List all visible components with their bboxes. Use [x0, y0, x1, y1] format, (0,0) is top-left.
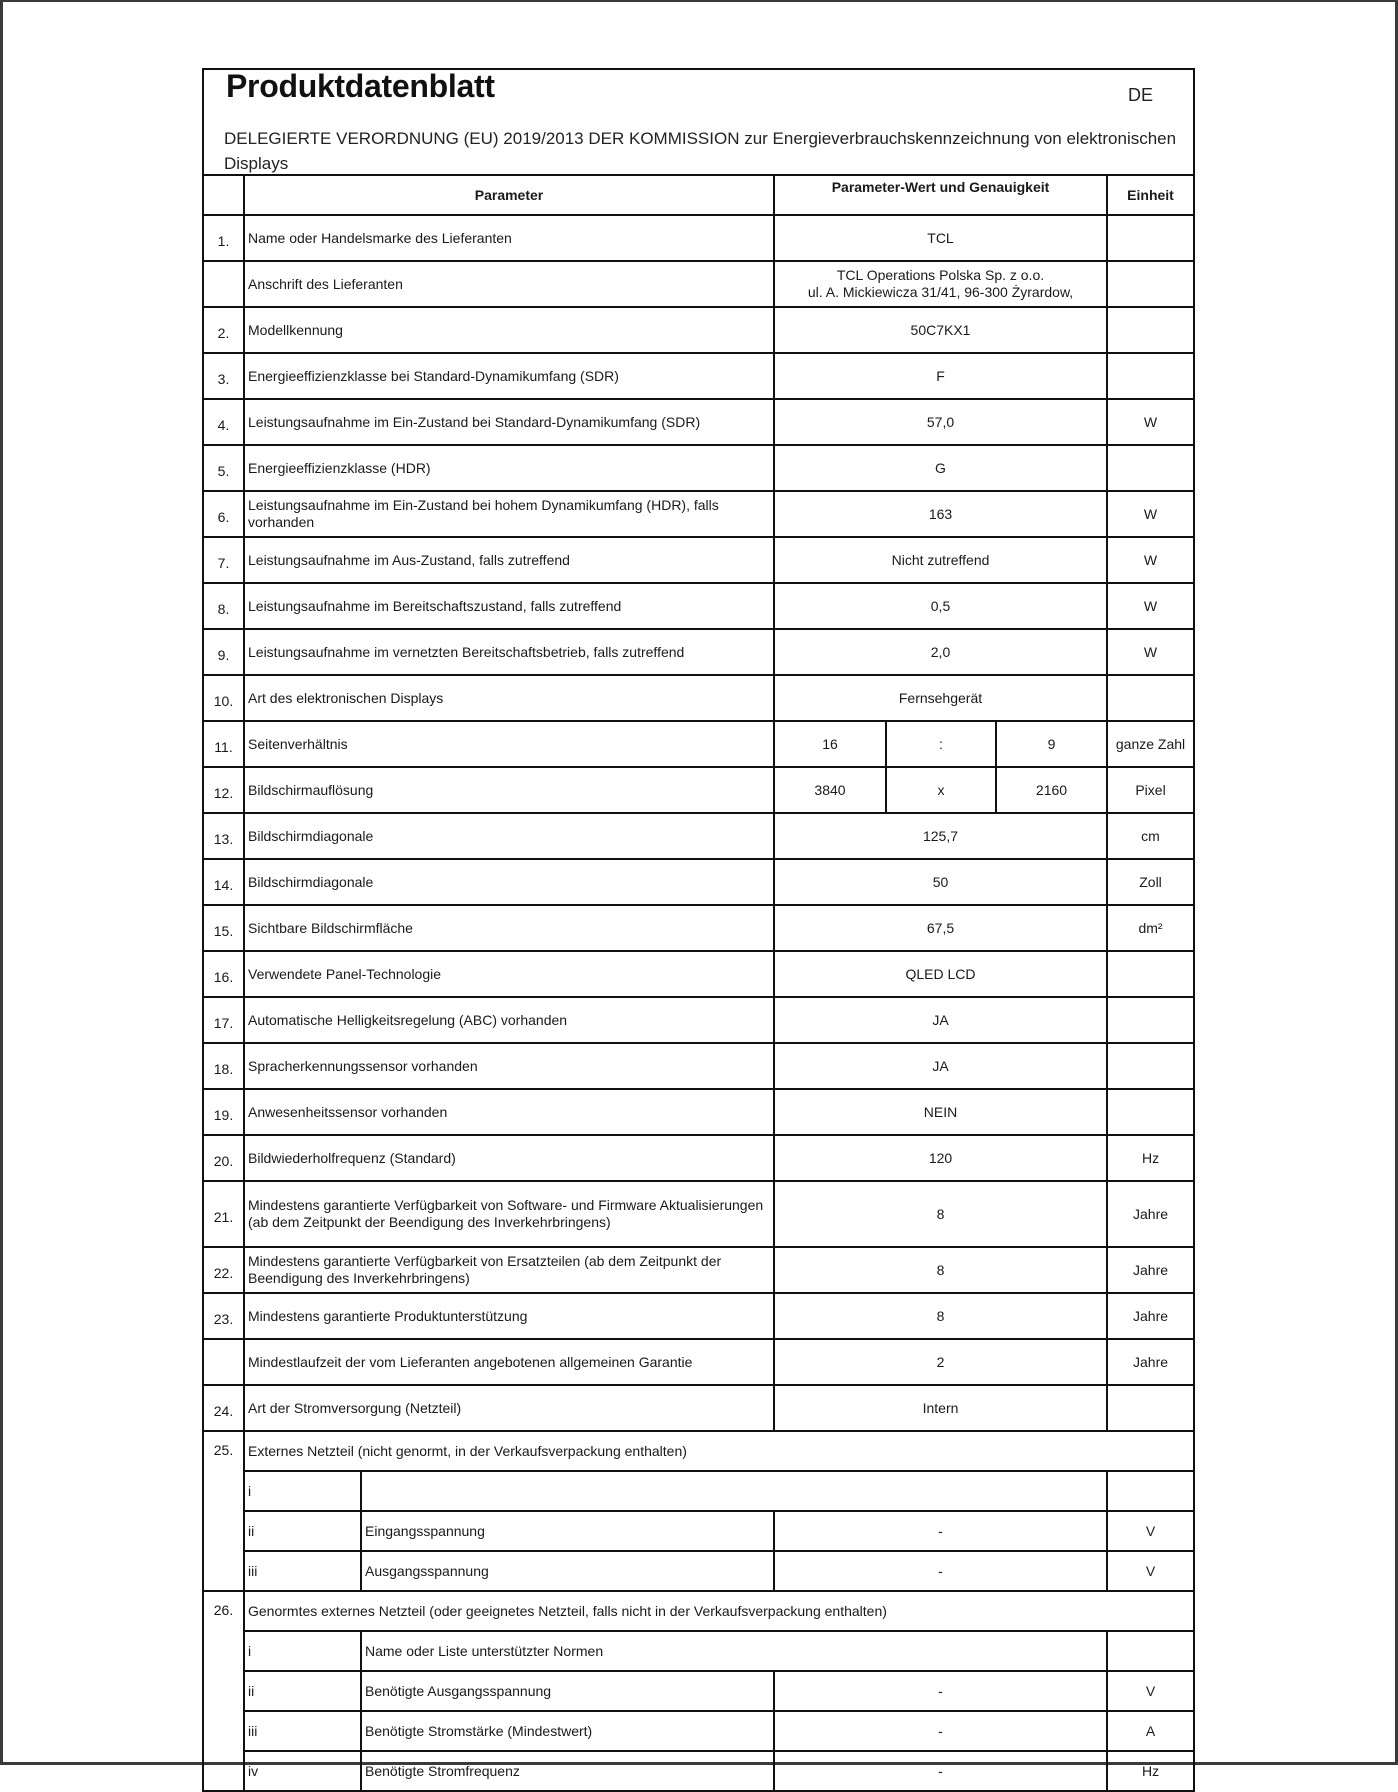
sub-row-label: Ausgangsspannung	[361, 1551, 774, 1591]
row-number: 8.	[203, 583, 244, 629]
row-number: 9.	[203, 629, 244, 675]
sub-row-value: -	[774, 1511, 1107, 1551]
document-title: Produktdatenblatt	[226, 69, 495, 104]
row-parameter: Bildwiederholfrequenz (Standard)	[244, 1135, 774, 1181]
table-row	[203, 951, 1194, 997]
address-line-2: ul. A. Mickiewicza 31/41, 96-300 Żyrardow,	[807, 284, 1074, 300]
row-number: 16.	[203, 951, 244, 997]
sub-row-value: -	[774, 1671, 1107, 1711]
sub-row-unit: Hz	[1107, 1751, 1194, 1791]
row-unit	[1107, 307, 1194, 353]
sub-row-label: Name oder Liste unterstützter Normen	[361, 1631, 1107, 1671]
row-number: 2.	[203, 307, 244, 353]
row-parameter: Name oder Handelsmarke des Lieferanten	[244, 215, 774, 261]
row-parameter: Leistungsaufnahme im Ein-Zustand bei hohem Dynamikumfang (HDR), falls vorhanden	[244, 491, 774, 537]
row-unit: dm²	[1107, 905, 1194, 951]
row-value: JA	[774, 1043, 1107, 1089]
header-parameter: Parameter	[244, 175, 774, 215]
table-row	[203, 1043, 1194, 1089]
row-parameter: Bildschirmauflösung	[244, 767, 774, 813]
row-value-b: 9	[996, 721, 1107, 767]
sub-row-unit: V	[1107, 1511, 1194, 1551]
data-sheet-table	[202, 68, 1195, 1792]
section-title: Genormtes externes Netzteil (oder geeignetes Netzteil, falls nicht in der Verkaufsverpackung enthalten)	[244, 1591, 1194, 1631]
section26-header-row	[203, 1591, 1194, 1631]
row-unit	[1107, 675, 1194, 721]
table-row	[203, 261, 1194, 307]
row-value: 8	[774, 1181, 1107, 1247]
document-header	[203, 69, 1194, 175]
row-value: F	[774, 353, 1107, 399]
sub-row	[203, 1511, 1194, 1551]
table-row	[203, 537, 1194, 583]
row-unit: W	[1107, 399, 1194, 445]
row-number: 13.	[203, 813, 244, 859]
row-unit: Pixel	[1107, 767, 1194, 813]
table-row	[203, 905, 1194, 951]
sub-row-index: ii	[244, 1671, 361, 1711]
row-parameter: Leistungsaufnahme im Bereitschaftszustand, falls zutreffend	[244, 583, 774, 629]
sub-row	[203, 1671, 1194, 1711]
row-unit: W	[1107, 629, 1194, 675]
table-row	[203, 307, 1194, 353]
table-row	[203, 1135, 1194, 1181]
row-parameter: Leistungsaufnahme im Ein-Zustand bei Standard-Dynamikumfang (SDR)	[244, 399, 774, 445]
row-value: TCL	[774, 215, 1107, 261]
row-unit	[1107, 445, 1194, 491]
row-unit	[1107, 951, 1194, 997]
row-value: 57,0	[774, 399, 1107, 445]
row-unit: Jahre	[1107, 1293, 1194, 1339]
row-parameter: Art des elektronischen Displays	[244, 675, 774, 721]
sub-row-index: i	[244, 1471, 361, 1511]
sub-row-index: iv	[244, 1751, 361, 1791]
row-unit: ganze Zahl	[1107, 721, 1194, 767]
table-row	[203, 1247, 1194, 1293]
row-unit	[1107, 1385, 1194, 1431]
row-value: 8	[774, 1247, 1107, 1293]
row-parameter: Seitenverhältnis	[244, 721, 774, 767]
row-number: 22.	[203, 1247, 244, 1293]
sub-row-label	[361, 1471, 1107, 1511]
row-number: 6.	[203, 491, 244, 537]
sub-row	[203, 1711, 1194, 1751]
row-parameter: Verwendete Panel-Technologie	[244, 951, 774, 997]
row-value: 8	[774, 1293, 1107, 1339]
row-value: 2,0	[774, 629, 1107, 675]
row-unit	[1107, 1089, 1194, 1135]
row-value-separator: :	[886, 721, 996, 767]
row-parameter: Anwesenheitssensor vorhanden	[244, 1089, 774, 1135]
sub-row	[203, 1551, 1194, 1591]
row-value-a: 3840	[774, 767, 886, 813]
sub-row-index: ii	[244, 1511, 361, 1551]
sub-row-label: Benötigte Stromfrequenz	[361, 1751, 774, 1791]
row-unit: W	[1107, 583, 1194, 629]
row-value: 0,5	[774, 583, 1107, 629]
row-value: 163	[774, 491, 1107, 537]
row-number: 10.	[203, 675, 244, 721]
header-num-cell	[203, 175, 244, 215]
row-value: 125,7	[774, 813, 1107, 859]
row-parameter: Energieeffizienzklasse (HDR)	[244, 445, 774, 491]
table-row	[203, 1339, 1194, 1385]
row-number: 12.	[203, 767, 244, 813]
row-unit	[1107, 353, 1194, 399]
table-row	[203, 997, 1194, 1043]
row-parameter: Leistungsaufnahme im Aus-Zustand, falls zutreffend	[244, 537, 774, 583]
row-number: 21.	[203, 1181, 244, 1247]
sub-row-unit: V	[1107, 1551, 1194, 1591]
row-parameter: Spracherkennungssensor vorhanden	[244, 1043, 774, 1089]
row-parameter: Sichtbare Bildschirmfläche	[244, 905, 774, 951]
sub-row-label: Benötigte Ausgangsspannung	[361, 1671, 774, 1711]
row-number: 18.	[203, 1043, 244, 1089]
row-value: JA	[774, 997, 1107, 1043]
row-number: 24.	[203, 1385, 244, 1431]
row-parameter: Art der Stromversorgung (Netzteil)	[244, 1385, 774, 1431]
product-data-sheet	[202, 68, 1193, 1792]
sub-row-unit	[1107, 1471, 1194, 1511]
row-parameter: Modellkennung	[244, 307, 774, 353]
row-number: 11.	[203, 721, 244, 767]
row-unit	[1107, 997, 1194, 1043]
row-number: 1.	[203, 215, 244, 261]
sub-row-index: iii	[244, 1711, 361, 1751]
table-row	[203, 445, 1194, 491]
row-number: 20.	[203, 1135, 244, 1181]
address-line-1: TCL Operations Polska Sp. z o.o.	[836, 267, 1045, 283]
sub-row	[203, 1631, 1194, 1671]
row-number: 17.	[203, 997, 244, 1043]
sub-row	[203, 1471, 1194, 1511]
table-row	[203, 859, 1194, 905]
row-number: 5.	[203, 445, 244, 491]
sub-row-value: -	[774, 1711, 1107, 1751]
row-number: 4.	[203, 399, 244, 445]
row-parameter: Mindestens garantierte Verfügbarkeit von Software- und Firmware Aktualisierungen (ab dem Zeitpunkt der Beendigung des Inverkehrbringens)	[244, 1181, 774, 1247]
section-title: Externes Netzteil (nicht genormt, in der Verkaufsverpackung enthalten)	[244, 1431, 1194, 1471]
section25-header-row	[203, 1431, 1194, 1471]
sub-row-value: -	[774, 1751, 1107, 1791]
table-row	[203, 767, 1194, 813]
row-unit: Jahre	[1107, 1181, 1194, 1247]
table-row	[203, 813, 1194, 859]
row-unit	[1107, 261, 1194, 307]
row-value: G	[774, 445, 1107, 491]
sub-row-unit: V	[1107, 1671, 1194, 1711]
row-number: 19.	[203, 1089, 244, 1135]
row-parameter: Leistungsaufnahme im vernetzten Bereitschaftsbetrieb, falls zutreffend	[244, 629, 774, 675]
table-row	[203, 1385, 1194, 1431]
sub-row-label: Benötigte Stromstärke (Mindestwert)	[361, 1711, 774, 1751]
row-value-separator: x	[886, 767, 996, 813]
table-row	[203, 491, 1194, 537]
header-value: Parameter-Wert und Genauigkeit	[774, 175, 1107, 215]
row-unit	[1107, 1043, 1194, 1089]
table-row	[203, 675, 1194, 721]
row-value: Nicht zutreffend	[774, 537, 1107, 583]
row-unit: W	[1107, 537, 1194, 583]
table-row	[203, 399, 1194, 445]
row-unit: cm	[1107, 813, 1194, 859]
row-unit: Zoll	[1107, 859, 1194, 905]
row-value: 50C7KX1	[774, 307, 1107, 353]
row-parameter: Mindestens garantierte Produktunterstützung	[244, 1293, 774, 1339]
row-value-b: 2160	[996, 767, 1107, 813]
row-number	[203, 261, 244, 307]
row-value: QLED LCD	[774, 951, 1107, 997]
row-parameter: Energieeffizienzklasse bei Standard-Dynamikumfang (SDR)	[244, 353, 774, 399]
row-number: 15.	[203, 905, 244, 951]
row-unit: Jahre	[1107, 1339, 1194, 1385]
row-value: Fernsehgerät	[774, 675, 1107, 721]
language-code: DE	[1128, 85, 1154, 105]
header-unit: Einheit	[1107, 175, 1194, 215]
row-number: 3.	[203, 353, 244, 399]
table-row	[203, 1181, 1194, 1247]
row-parameter: Anschrift des Lieferanten	[244, 261, 774, 307]
section-number: 25.	[203, 1431, 244, 1591]
row-value: 120	[774, 1135, 1107, 1181]
row-value-address	[774, 261, 1107, 307]
row-number: 7.	[203, 537, 244, 583]
row-parameter: Bildschirmdiagonale	[244, 813, 774, 859]
row-parameter: Mindestens garantierte Verfügbarkeit von Ersatzteilen (ab dem Zeitpunkt der Beendigung des Inverkehrbringens)	[244, 1247, 774, 1293]
table-header-row	[203, 175, 1194, 215]
row-unit	[1107, 215, 1194, 261]
table-row	[203, 629, 1194, 675]
row-unit: W	[1107, 491, 1194, 537]
row-unit: Hz	[1107, 1135, 1194, 1181]
row-value: 2	[774, 1339, 1107, 1385]
sub-row-unit	[1107, 1631, 1194, 1671]
row-value: Intern	[774, 1385, 1107, 1431]
table-row	[203, 721, 1194, 767]
row-number: 23.	[203, 1293, 244, 1339]
sub-row-index: i	[244, 1631, 361, 1671]
sub-row-value: -	[774, 1551, 1107, 1591]
sub-row-label: Eingangsspannung	[361, 1511, 774, 1551]
row-parameter: Bildschirmdiagonale	[244, 859, 774, 905]
sub-row-index: iii	[244, 1551, 361, 1591]
row-value-a: 16	[774, 721, 886, 767]
table-row	[203, 1089, 1194, 1135]
row-number: 14.	[203, 859, 244, 905]
section-number: 26.	[203, 1591, 244, 1791]
row-parameter: Automatische Helligkeitsregelung (ABC) vorhanden	[244, 997, 774, 1043]
table-row	[203, 1293, 1194, 1339]
table-row	[203, 215, 1194, 261]
row-value: NEIN	[774, 1089, 1107, 1135]
table-row	[203, 583, 1194, 629]
row-value: 67,5	[774, 905, 1107, 951]
row-unit: Jahre	[1107, 1247, 1194, 1293]
row-value: 50	[774, 859, 1107, 905]
sub-row-unit: A	[1107, 1711, 1194, 1751]
row-number	[203, 1339, 244, 1385]
table-row	[203, 353, 1194, 399]
regulation-subtitle: DELEGIERTE VERORDNUNG (EU) 2019/2013 DER KOMMISSION zur Energieverbrauchskennzeichnung von elektronischen Displays	[224, 129, 1177, 173]
row-parameter: Mindestlaufzeit der vom Lieferanten angebotenen allgemeinen Garantie	[244, 1339, 774, 1385]
sub-row	[203, 1751, 1194, 1791]
